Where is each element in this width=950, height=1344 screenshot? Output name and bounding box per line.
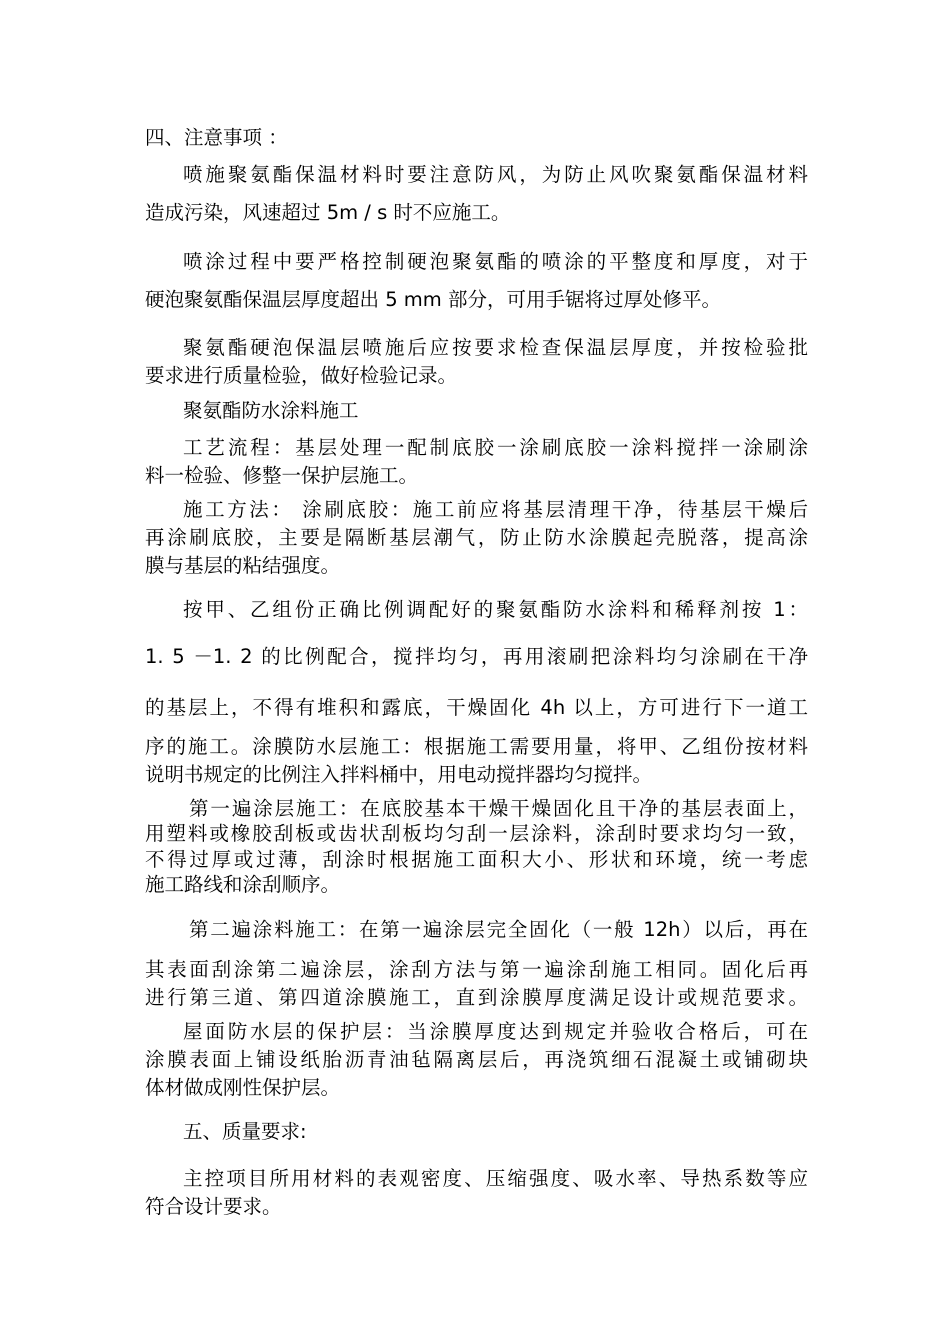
section-heading-5: 五、质量要求: [183, 1120, 307, 1143]
paragraph-line: 的基层上，不得有堆积和露底，干燥固化 4h 以上，方可进行下一道工 [145, 696, 808, 719]
paragraph-line: 按甲、乙组份正确比例调配好的聚氨酯防水涂料和稀释剂按 1： [183, 598, 808, 621]
paragraph-line: 喷涂过程中要严格控制硬泡聚氨酯的喷涂的平整度和厚度，对于 [183, 250, 808, 273]
paragraph-line: 体材做成刚性保护层。 [145, 1076, 341, 1099]
section-heading-4: 四、注意事项 ： [145, 126, 288, 149]
paragraph-line: 施工路线和涂刮顺序。 [145, 873, 341, 896]
paragraph-line: 序的施工。涂膜防水层施工：根据施工需要用量，将甲、乙组份按材料 [145, 735, 808, 758]
paragraph-line: 第一遍涂层施工：在底胶基本干燥干燥固化且干净的基层表面上， [189, 797, 808, 820]
paragraph-line: 膜与基层的粘结强度。 [145, 554, 341, 577]
paragraph-line: 料一检验、修整一保护层施工。 [145, 464, 419, 487]
paragraph-line: 造成污染，风速超过 5m / s 时不应施工。 [145, 201, 511, 224]
paragraph-line: 主控项目所用材料的表观密度、压缩强度、吸水率、导热系数等应 [183, 1167, 808, 1190]
paragraph-line: 说明书规定的比例注入拌料桶中，用电动搅拌器均匀搅拌。 [145, 763, 653, 786]
paragraph-line: 聚氨酯硬泡保温层喷施后应按要求检查保温层厚度，并按检验批 [183, 336, 808, 359]
paragraph-line: 工艺流程：基层处理一配制底胶一涂刷底胶一涂料搅拌一涂刷涂 [183, 436, 808, 459]
paragraph-line: 再涂刷底胶，主要是隔断基层潮气，防止防水涂膜起壳脱落，提高涂 [145, 526, 808, 549]
paragraph-line: 硬泡聚氨酯保温层厚度超出 5 mm 部分，可用手锯将过厚处修平。 [145, 288, 721, 311]
paragraph-line: 施工方法： 涂刷底胶：施工前应将基层清理干净，待基层干燥后 [183, 498, 808, 521]
paragraph-line: 聚氨酯防水涂料施工 [183, 399, 359, 422]
paragraph-line: 要求进行质量检验，做好检验记录。 [145, 364, 458, 387]
paragraph-line: 屋面防水层的保护层：当涂膜厚度达到规定并验收合格后，可在 [183, 1020, 808, 1043]
paragraph-line: 进行第三道、第四道涂膜施工，直到涂膜厚度满足设计或规范要求。 [145, 986, 808, 1009]
paragraph-line: 符合设计要求。 [145, 1195, 282, 1218]
paragraph-line: 其表面刮涂第二遍涂层，涂刮方法与第一遍涂刮施工相同。固化后再 [145, 958, 808, 981]
paragraph-line: 用塑料或橡胶刮板或齿状刮板均匀刮一层涂料，涂刮时要求均匀一致， [145, 822, 808, 845]
paragraph-line: 涂膜表面上铺设纸胎沥青油毡隔离层后，再浇筑细石混凝土或铺砌块 [145, 1048, 808, 1071]
paragraph-line: 喷施聚氨酯保温材料时要注意防风，为防止风吹聚氨酯保温材料 [183, 163, 808, 186]
paragraph-line: 第二遍涂料施工：在第一遍涂层完全固化（一般 12h）以后，再在 [189, 918, 808, 941]
paragraph-line: 不得过厚或过薄，刮涂时根据施工面积大小、形状和环境，统一考虑 [145, 848, 808, 871]
paragraph-line: 1. 5 －1. 2 的比例配合，搅拌均匀，再用滚刷把涂料均匀涂刷在干净 [145, 645, 808, 668]
